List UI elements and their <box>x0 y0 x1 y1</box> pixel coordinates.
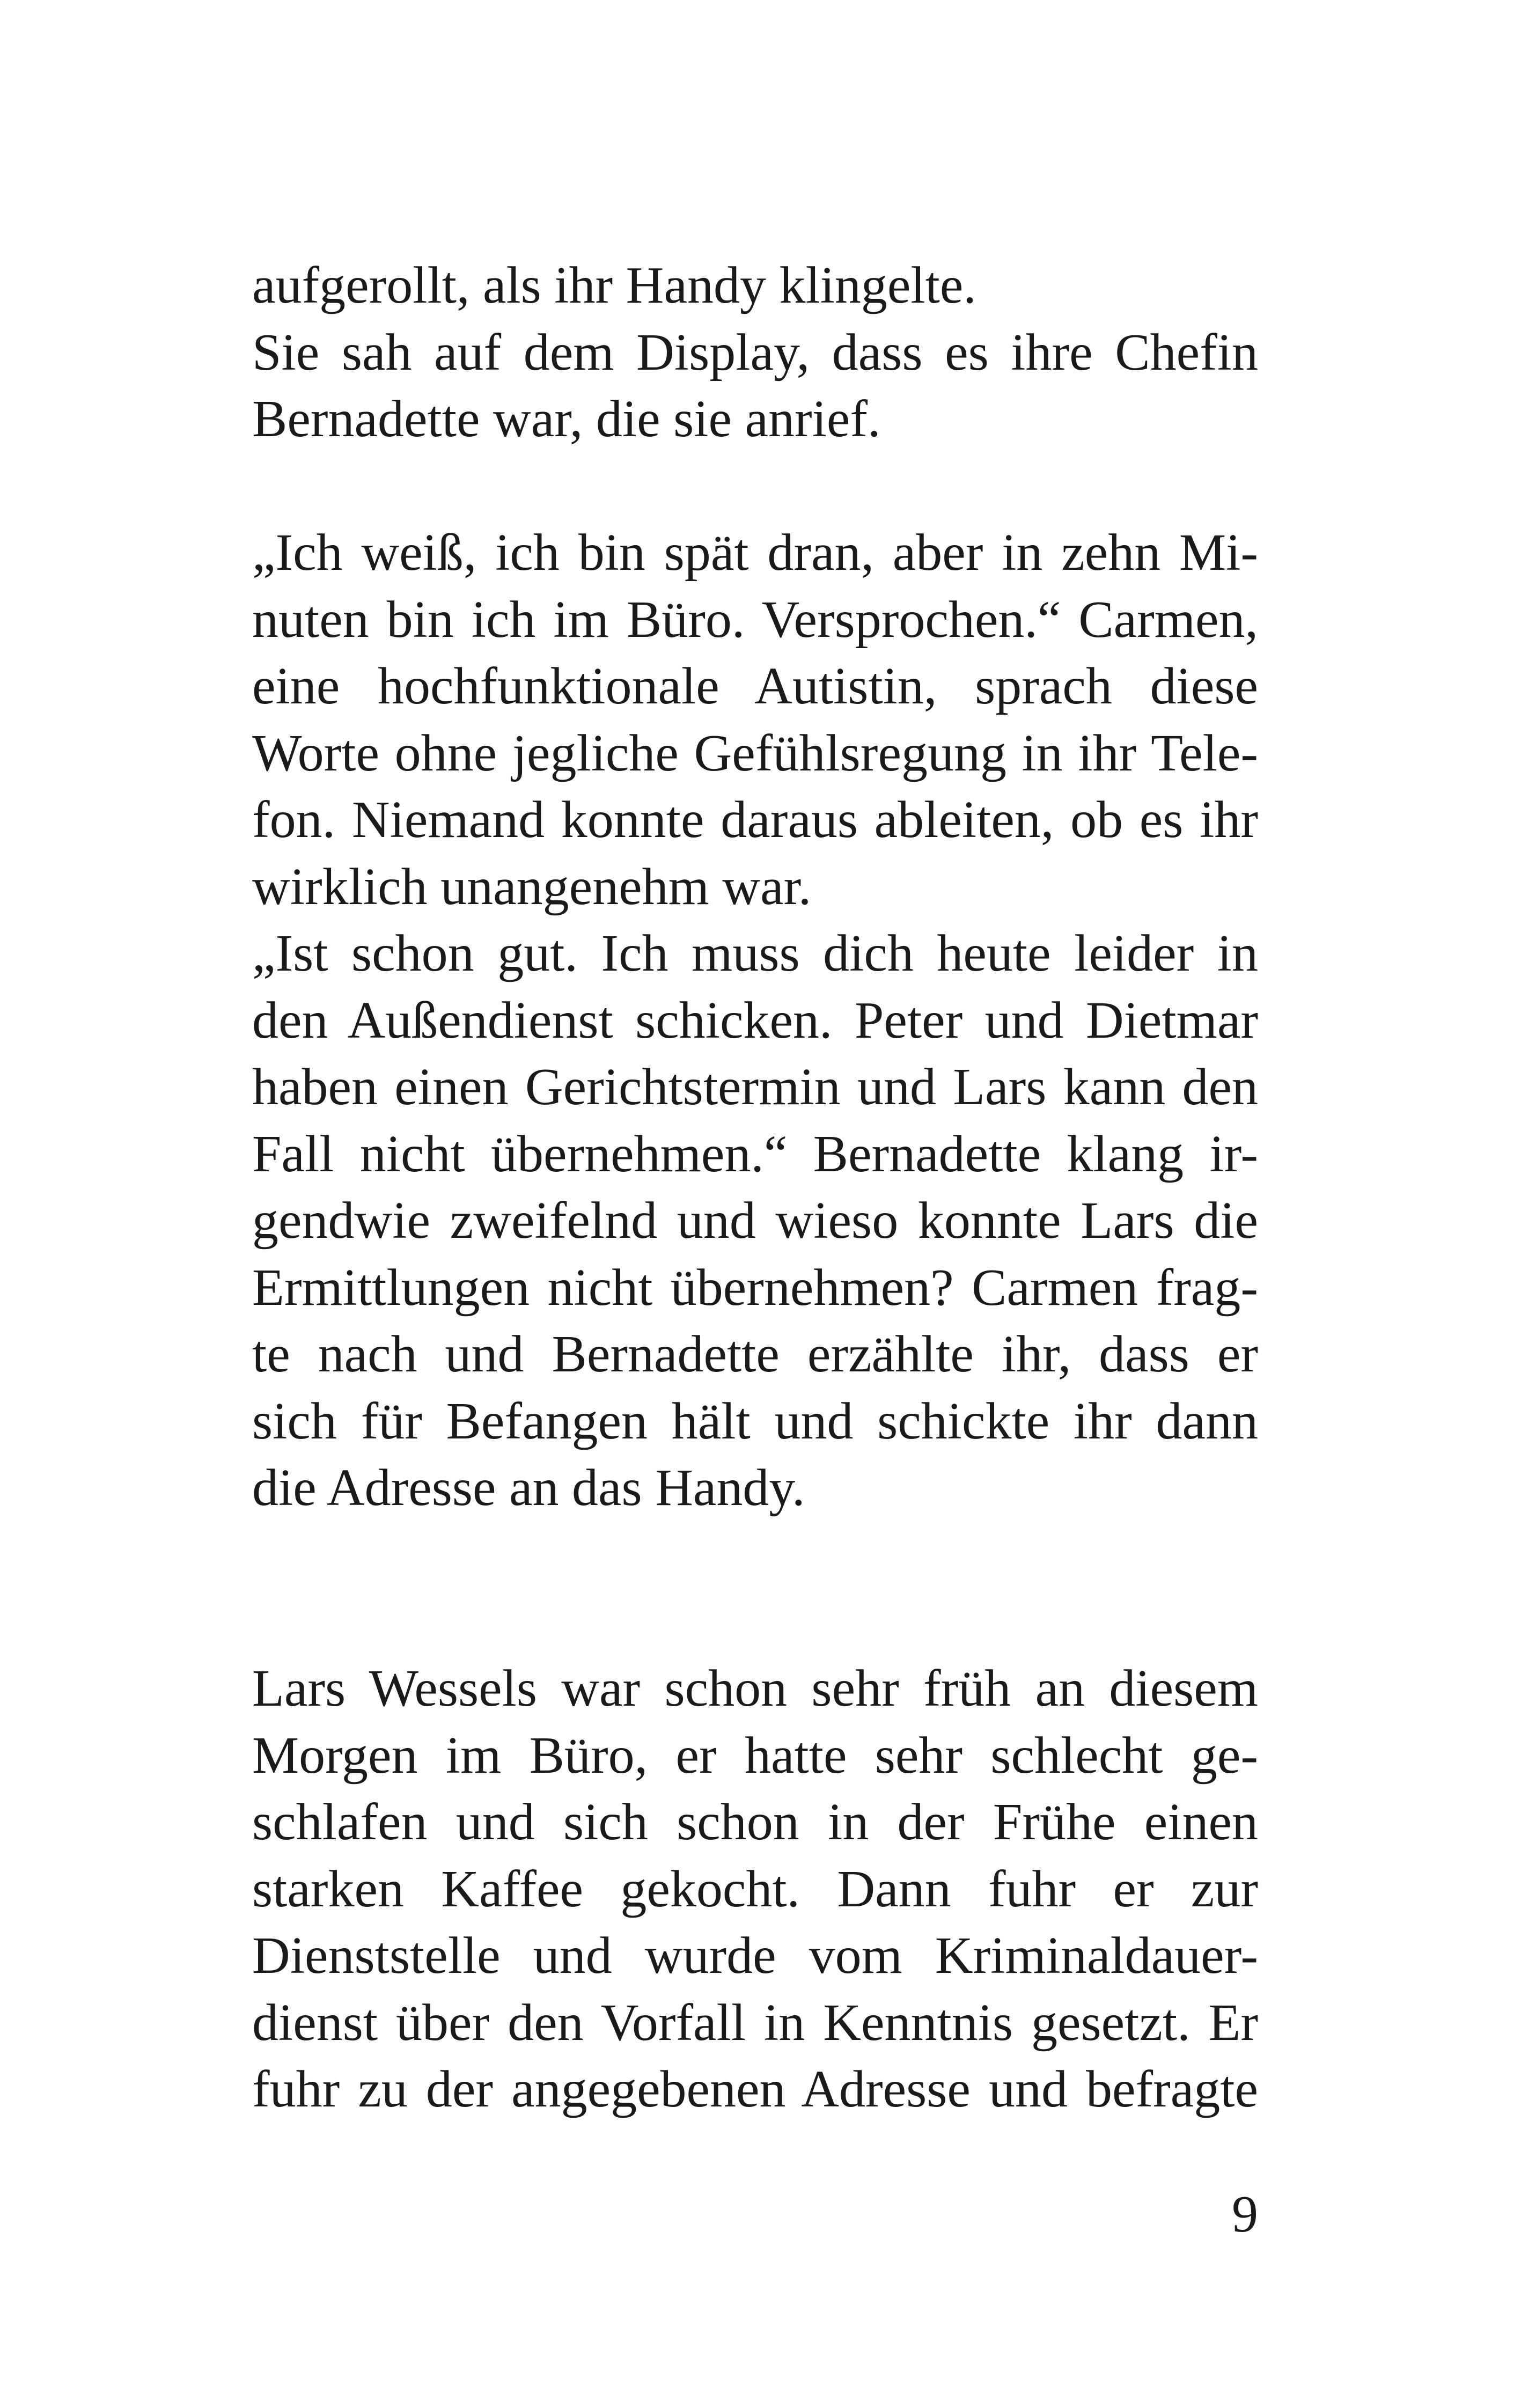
text-line: haben einen Gerichtstermin und Lars kann den <box>252 1058 1258 1116</box>
text-line: fon. Niemand konnte daraus ableiten, ob es ihr <box>252 791 1258 849</box>
text-line: „Ist schon gut. Ich muss dich heute leider in <box>252 924 1258 982</box>
text-line: Bernadette war, die sie anrief. <box>252 390 881 448</box>
text-line: aufgerollt, als ihr Handy klingelte. <box>252 256 976 314</box>
text-line: Worte ohne jegliche Gefühlsregung in ihr Tele- <box>252 724 1258 782</box>
text-line: nuten bin ich im Büro. Versprochen.“ Carmen, <box>252 590 1258 649</box>
text-line: wirklich unangenehm war. <box>252 857 812 916</box>
text-line: Fall nicht übernehmen.“ Bernadette klang ir- <box>252 1125 1258 1183</box>
text-line: Dienststelle und wurde vom Kriminaldauer- <box>252 1927 1258 1985</box>
text-line: Lars Wessels war schon sehr früh an diesem <box>252 1660 1258 1717</box>
text-line: gendwie zweifelnd und wieso konnte Lars die <box>252 1192 1258 1250</box>
text-line: eine hochfunktionale Autistin, sprach diese <box>252 657 1258 715</box>
text-line: fuhr zu der angegebenen Adresse und befragte <box>252 2060 1258 2118</box>
text-line: schlafen und sich schon in der Frühe einen <box>252 1793 1258 1851</box>
text-line: Morgen im Büro, er hatte sehr schlecht ge- <box>252 1726 1258 1785</box>
paragraph-block <box>252 1655 1258 2123</box>
text-line: Sie sah auf dem Display, dass es ihre Chefin <box>252 323 1258 381</box>
text-line: Ermittlungen nicht übernehmen? Carmen frag- <box>252 1258 1258 1317</box>
text-line: den Außendienst schicken. Peter und Dietmar <box>252 991 1258 1049</box>
paragraph-block <box>252 519 1258 1522</box>
paragraph-block <box>252 252 1258 453</box>
text-line: starken Kaffee gekocht. Dann fuhr er zur <box>252 1860 1258 1918</box>
page-number: 9 <box>1232 2185 1258 2243</box>
text-line: „Ich weiß, ich bin spät dran, aber in zehn Mi- <box>252 524 1258 582</box>
text-line: te nach und Bernadette erzählte ihr, dass er <box>252 1325 1258 1383</box>
text-line: dienst über den Vorfall in Kenntnis gesetzt. Er <box>252 1993 1258 2052</box>
text-line: die Adresse an das Handy. <box>252 1459 805 1517</box>
text-line: sich für Befangen hält und schickte ihr dann <box>252 1392 1258 1450</box>
